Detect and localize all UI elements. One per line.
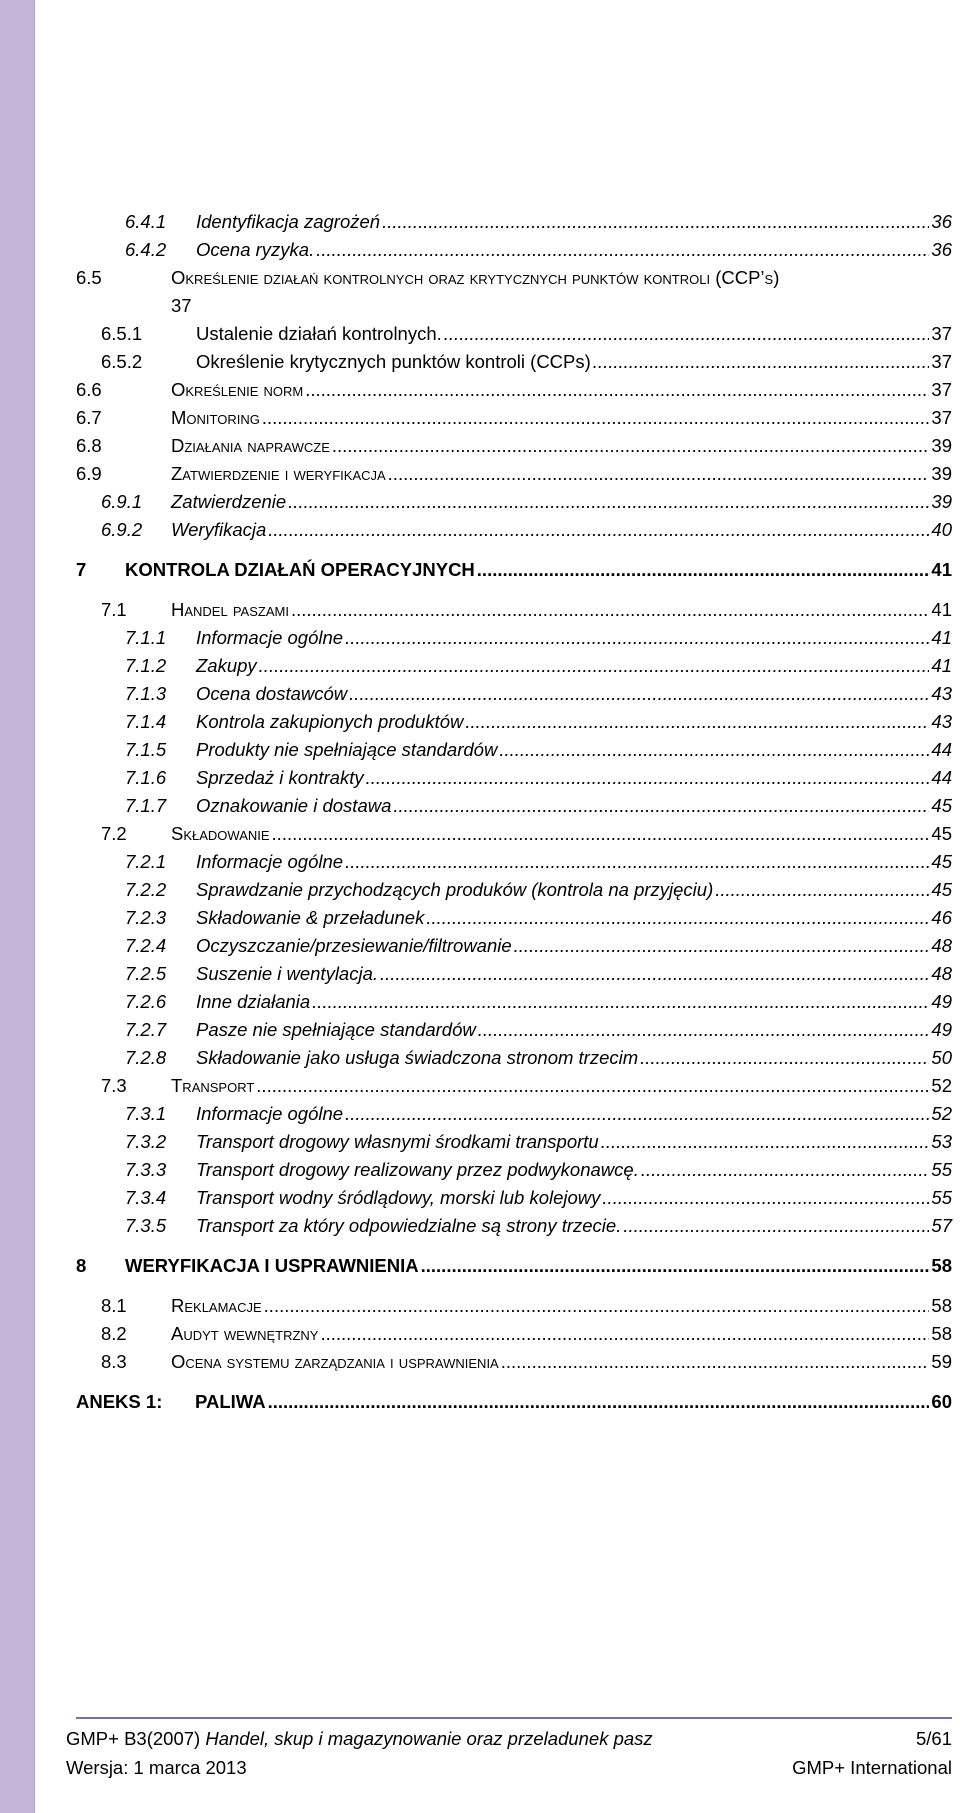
left-margin-bar (0, 0, 35, 1813)
toc-entry-7-3-4[interactable] (76, 1184, 952, 1212)
toc-page: 37 (931, 323, 952, 344)
dot-leader (366, 764, 930, 792)
toc-number: 8 (76, 1255, 87, 1276)
toc-title: Identyfikacja zagrożeń (196, 211, 381, 232)
toc-entry-7-2-7[interactable] (76, 1016, 952, 1044)
footer-row-1 (66, 1728, 952, 1750)
toc-entry-7-1-5[interactable] (76, 736, 952, 764)
toc-entry-8-3[interactable] (76, 1348, 952, 1376)
toc-entry-8-2[interactable] (76, 1320, 952, 1348)
dot-leader (499, 736, 929, 764)
toc-page: 46 (931, 907, 952, 928)
toc-page: 41 (931, 627, 952, 648)
toc-title: KONTROLA DZIAŁAŃ OPERACYJNYCH (125, 559, 475, 580)
toc-number: 7.2.8 (125, 1047, 167, 1068)
dot-leader (345, 1100, 929, 1128)
toc-title: Określenie działań kontrolnych oraz krytycznych punktów kontroli (CCP’s) (171, 267, 780, 288)
toc-page: 39 (931, 491, 952, 512)
dot-leader (268, 1388, 930, 1416)
toc-entry-7-3[interactable] (76, 1072, 952, 1100)
toc-number: 6.9.2 (101, 519, 143, 540)
toc-number: ANEKS 1: (76, 1391, 163, 1412)
toc-title: PALIWA (195, 1391, 266, 1412)
toc-title: Produkty nie spełniające standardów (196, 739, 498, 760)
toc-number: 7.1.5 (125, 739, 167, 760)
dot-leader (477, 556, 930, 584)
toc-number: 6.5.1 (101, 323, 143, 344)
toc-page: 36 (931, 239, 952, 260)
dot-leader (382, 208, 929, 236)
toc-number: 7.1.4 (125, 711, 167, 732)
dot-leader (514, 932, 930, 960)
toc-page: 41 (931, 655, 952, 676)
toc-title: Informacje ogólne (196, 851, 344, 872)
toc-page: 44 (931, 767, 952, 788)
toc-number: 8.3 (101, 1351, 127, 1372)
toc-entry-7-1-1[interactable] (76, 624, 952, 652)
toc-page: 57 (931, 1215, 952, 1236)
toc-page: 59 (931, 1351, 952, 1372)
toc-number: 6.8 (76, 435, 102, 456)
toc-title: Składowanie (171, 823, 270, 844)
toc-number: 6.7 (76, 407, 102, 428)
toc-page: 44 (931, 739, 952, 760)
toc-entry-6-6[interactable] (76, 376, 952, 404)
toc-entry-6-8[interactable] (76, 432, 952, 460)
toc-page: 50 (931, 1047, 952, 1068)
toc-entry-7-2[interactable] (76, 820, 952, 848)
toc-entry-7-3-2[interactable] (76, 1128, 952, 1156)
toc-entry-aneks-1[interactable] (76, 1388, 952, 1416)
toc-title: Informacje ogólne (196, 1103, 344, 1124)
dot-leader (332, 432, 930, 460)
toc-number: 6.5.2 (101, 351, 143, 372)
toc-entry-7-2-4[interactable] (76, 932, 952, 960)
toc-entry-6-5-2[interactable] (76, 348, 952, 376)
toc-page: 39 (931, 463, 952, 484)
toc-title: Transport (171, 1075, 255, 1096)
toc-page: 48 (931, 935, 952, 956)
toc-page: 45 (931, 795, 952, 816)
toc-title: Pasze nie spełniające standardów (196, 1019, 476, 1040)
toc-title: Ocena ryzyka. (196, 239, 315, 260)
footer-rule (76, 1717, 952, 1719)
dot-leader (623, 1212, 929, 1240)
toc-page: 58 (931, 1295, 952, 1316)
footer-page-number: 5/61 (915, 1728, 952, 1749)
toc-entry-7-1-3[interactable] (76, 680, 952, 708)
toc-page: 58 (931, 1323, 952, 1344)
dot-leader (380, 960, 929, 988)
dot-leader (478, 1016, 930, 1044)
dot-leader (349, 680, 929, 708)
toc-title: Ocena dostawców (196, 683, 348, 704)
dot-leader (715, 876, 929, 904)
toc-number: 6.9.1 (101, 491, 143, 512)
dot-leader (345, 848, 929, 876)
toc-number: 7.1.3 (125, 683, 167, 704)
toc-entry-6-4-2[interactable] (76, 236, 952, 264)
toc-title: Transport za który odpowiedzialne są strony trzecie. (196, 1215, 622, 1236)
toc-title: Określenie krytycznych punktów kontroli (CCPs) (196, 351, 591, 372)
toc-number: 7.1.2 (125, 655, 167, 676)
toc-title: Handel paszami (171, 599, 289, 620)
toc-entry-6-9[interactable] (76, 460, 952, 488)
dot-leader (640, 1044, 929, 1072)
toc-number: 6.5 (76, 267, 102, 288)
toc-number: 7.2.5 (125, 963, 167, 984)
dot-leader (291, 596, 929, 624)
footer-organization: GMP+ International (792, 1757, 952, 1778)
dot-leader (256, 1072, 929, 1100)
toc-title: Informacje ogólne (196, 627, 344, 648)
toc-entry-7-3-5[interactable] (76, 1212, 952, 1240)
toc-entry-7-1-6[interactable] (76, 764, 952, 792)
toc-page: 60 (931, 1391, 952, 1412)
toc-number: 7.3 (101, 1075, 127, 1096)
toc-page: 55 (931, 1159, 952, 1180)
toc-number: 7.3.1 (125, 1103, 167, 1124)
dot-leader (593, 348, 930, 376)
dot-leader (388, 460, 930, 488)
dot-leader (316, 236, 929, 264)
toc-title: Ocena systemu zarządzania i usprawnienia (171, 1351, 499, 1372)
toc-number: 8.2 (101, 1323, 127, 1344)
toc-number: 7.2.6 (125, 991, 167, 1012)
toc-title: Składowanie & przeładunek (196, 907, 425, 928)
toc-entry-7-2-1[interactable] (76, 848, 952, 876)
toc-page: 45 (931, 823, 952, 844)
toc-number: 7.2.2 (125, 879, 167, 900)
dot-leader (641, 1156, 930, 1184)
toc-entry-7-2-5[interactable] (76, 960, 952, 988)
toc-entry-7[interactable] (76, 556, 952, 584)
toc-page: 52 (931, 1103, 952, 1124)
toc-title: WERYFIKACJA I USPRAWNIENIA (125, 1255, 419, 1276)
dot-leader (501, 1348, 930, 1376)
table-of-contents (76, 208, 952, 1416)
toc-number: 7.1.6 (125, 767, 167, 788)
toc-page: 49 (931, 991, 952, 1012)
toc-entry-6-5[interactable] (76, 264, 952, 320)
toc-entry-7-2-6[interactable] (76, 988, 952, 1016)
toc-entry-7-2-2[interactable] (76, 876, 952, 904)
dot-leader (465, 708, 929, 736)
toc-title: Oczyszczanie/przesiewanie/filtrowanie (196, 935, 512, 956)
toc-number: 7.3.4 (125, 1187, 167, 1208)
dot-leader (426, 904, 929, 932)
dot-leader (288, 488, 929, 516)
toc-page: 37 (931, 351, 952, 372)
toc-entry-6-5-1[interactable] (76, 320, 952, 348)
dot-leader (421, 1252, 930, 1280)
toc-number: 7.1 (101, 599, 127, 620)
toc-title: Reklamacje (171, 1295, 262, 1316)
toc-number: 7.3.2 (125, 1131, 167, 1152)
toc-entry-7-2-3[interactable] (76, 904, 952, 932)
toc-title: Ustalenie działań kontrolnych. (196, 323, 442, 344)
toc-entry-7-2-8[interactable] (76, 1044, 952, 1072)
toc-page: 58 (931, 1255, 952, 1276)
dot-leader (264, 1292, 930, 1320)
toc-entry-6-7[interactable] (76, 404, 952, 432)
toc-entry-7-3-3[interactable] (76, 1156, 952, 1184)
dot-leader (272, 820, 930, 848)
toc-entry-8[interactable] (76, 1252, 952, 1280)
toc-entry-7-1-4[interactable] (76, 708, 952, 736)
toc-number: 6.9 (76, 463, 102, 484)
toc-page: 36 (931, 211, 952, 232)
toc-page: 37 (931, 407, 952, 428)
toc-title: Zatwierdzenie (171, 491, 287, 512)
toc-entry-6-9-2[interactable] (76, 516, 952, 544)
toc-number: 7.3.5 (125, 1215, 167, 1236)
toc-title: Weryfikacja (171, 519, 267, 540)
toc-entry-6-9-1[interactable] (76, 488, 952, 516)
toc-page: 43 (931, 711, 952, 732)
toc-page: 43 (931, 683, 952, 704)
footer-doc-code: GMP+ B3(2007) (66, 1728, 201, 1749)
footer-row-2 (66, 1757, 952, 1779)
toc-page: 49 (931, 1019, 952, 1040)
toc-title: Kontrola zakupionych produktów (196, 711, 464, 732)
toc-title: Działania naprawcze (171, 435, 330, 456)
dot-leader (393, 792, 929, 820)
toc-number: 7 (76, 559, 87, 580)
footer-document-title (66, 1728, 653, 1750)
toc-number: 6.4.2 (125, 239, 167, 260)
toc-number: 7.2.1 (125, 851, 167, 872)
toc-entry-7-1-7[interactable] (76, 792, 952, 820)
toc-title: Określenie norm (171, 379, 304, 400)
toc-entry-7-3-1[interactable] (76, 1100, 952, 1128)
toc-number: 7.2.4 (125, 935, 167, 956)
dot-leader (262, 404, 930, 432)
toc-page: 45 (931, 879, 952, 900)
toc-number: 7.2 (101, 823, 127, 844)
toc-title: Transport drogowy realizowany przez podwykonawcę. (196, 1159, 639, 1180)
toc-page: 41 (931, 599, 952, 620)
toc-entry-7-1-2[interactable] (76, 652, 952, 680)
toc-number: 7.1.1 (125, 627, 167, 648)
toc-entry-7-1[interactable] (76, 596, 952, 624)
toc-number: 7.1.7 (125, 795, 167, 816)
toc-page: 48 (931, 963, 952, 984)
toc-page: 37 (931, 379, 952, 400)
toc-page: 52 (931, 1075, 952, 1096)
toc-title: Transport drogowy własnymi środkami transportu (196, 1131, 599, 1152)
toc-title: Oznakowanie i dostawa (196, 795, 392, 816)
toc-page: 39 (931, 435, 952, 456)
dot-leader (268, 516, 929, 544)
toc-title: Sprzedaż i kontrakty (196, 767, 364, 788)
toc-title: Audyt wewnętrzny (171, 1323, 319, 1344)
dot-leader (601, 1128, 930, 1156)
toc-page: 55 (931, 1187, 952, 1208)
toc-number: 8.1 (101, 1295, 127, 1316)
toc-page: 41 (931, 559, 952, 580)
toc-number: 6.4.1 (125, 211, 167, 232)
dot-leader (305, 376, 929, 404)
toc-entry-6-4-1[interactable] (76, 208, 952, 236)
dot-leader (444, 320, 930, 348)
toc-title: Suszenie i wentylacja. (196, 963, 379, 984)
footer-version: Wersja: 1 marca 2013 (66, 1757, 247, 1778)
dot-leader (312, 988, 929, 1016)
toc-page: 53 (931, 1131, 952, 1152)
dot-leader (259, 652, 930, 680)
toc-title: Zakupy (196, 655, 257, 676)
toc-entry-8-1[interactable] (76, 1292, 952, 1320)
toc-title: Transport wodny śródlądowy, morski lub kolejowy (196, 1187, 601, 1208)
toc-title: Składowanie jako usługa świadczona stronom trzecim (196, 1047, 639, 1068)
dot-leader (320, 1320, 929, 1348)
dot-leader (345, 624, 929, 652)
toc-number: 7.2.3 (125, 907, 167, 928)
toc-number: 7.3.3 (125, 1159, 167, 1180)
toc-page: 40 (931, 519, 952, 540)
toc-number: 7.2.7 (125, 1019, 167, 1040)
toc-number: 6.6 (76, 379, 102, 400)
toc-title: Inne działania (196, 991, 311, 1012)
toc-title: Zatwierdzenie i weryfikacja (171, 463, 386, 484)
toc-title: Sprawdzanie przychodzących produków (kontrola na przyjęciu) (196, 879, 714, 900)
toc-page: 37 (171, 295, 192, 316)
footer-doc-name: Handel, skup i magazynowanie oraz przeladunek pasz (205, 1728, 653, 1749)
toc-page: 45 (931, 851, 952, 872)
toc-title: Monitoring (171, 407, 260, 428)
dot-leader (602, 1184, 929, 1212)
